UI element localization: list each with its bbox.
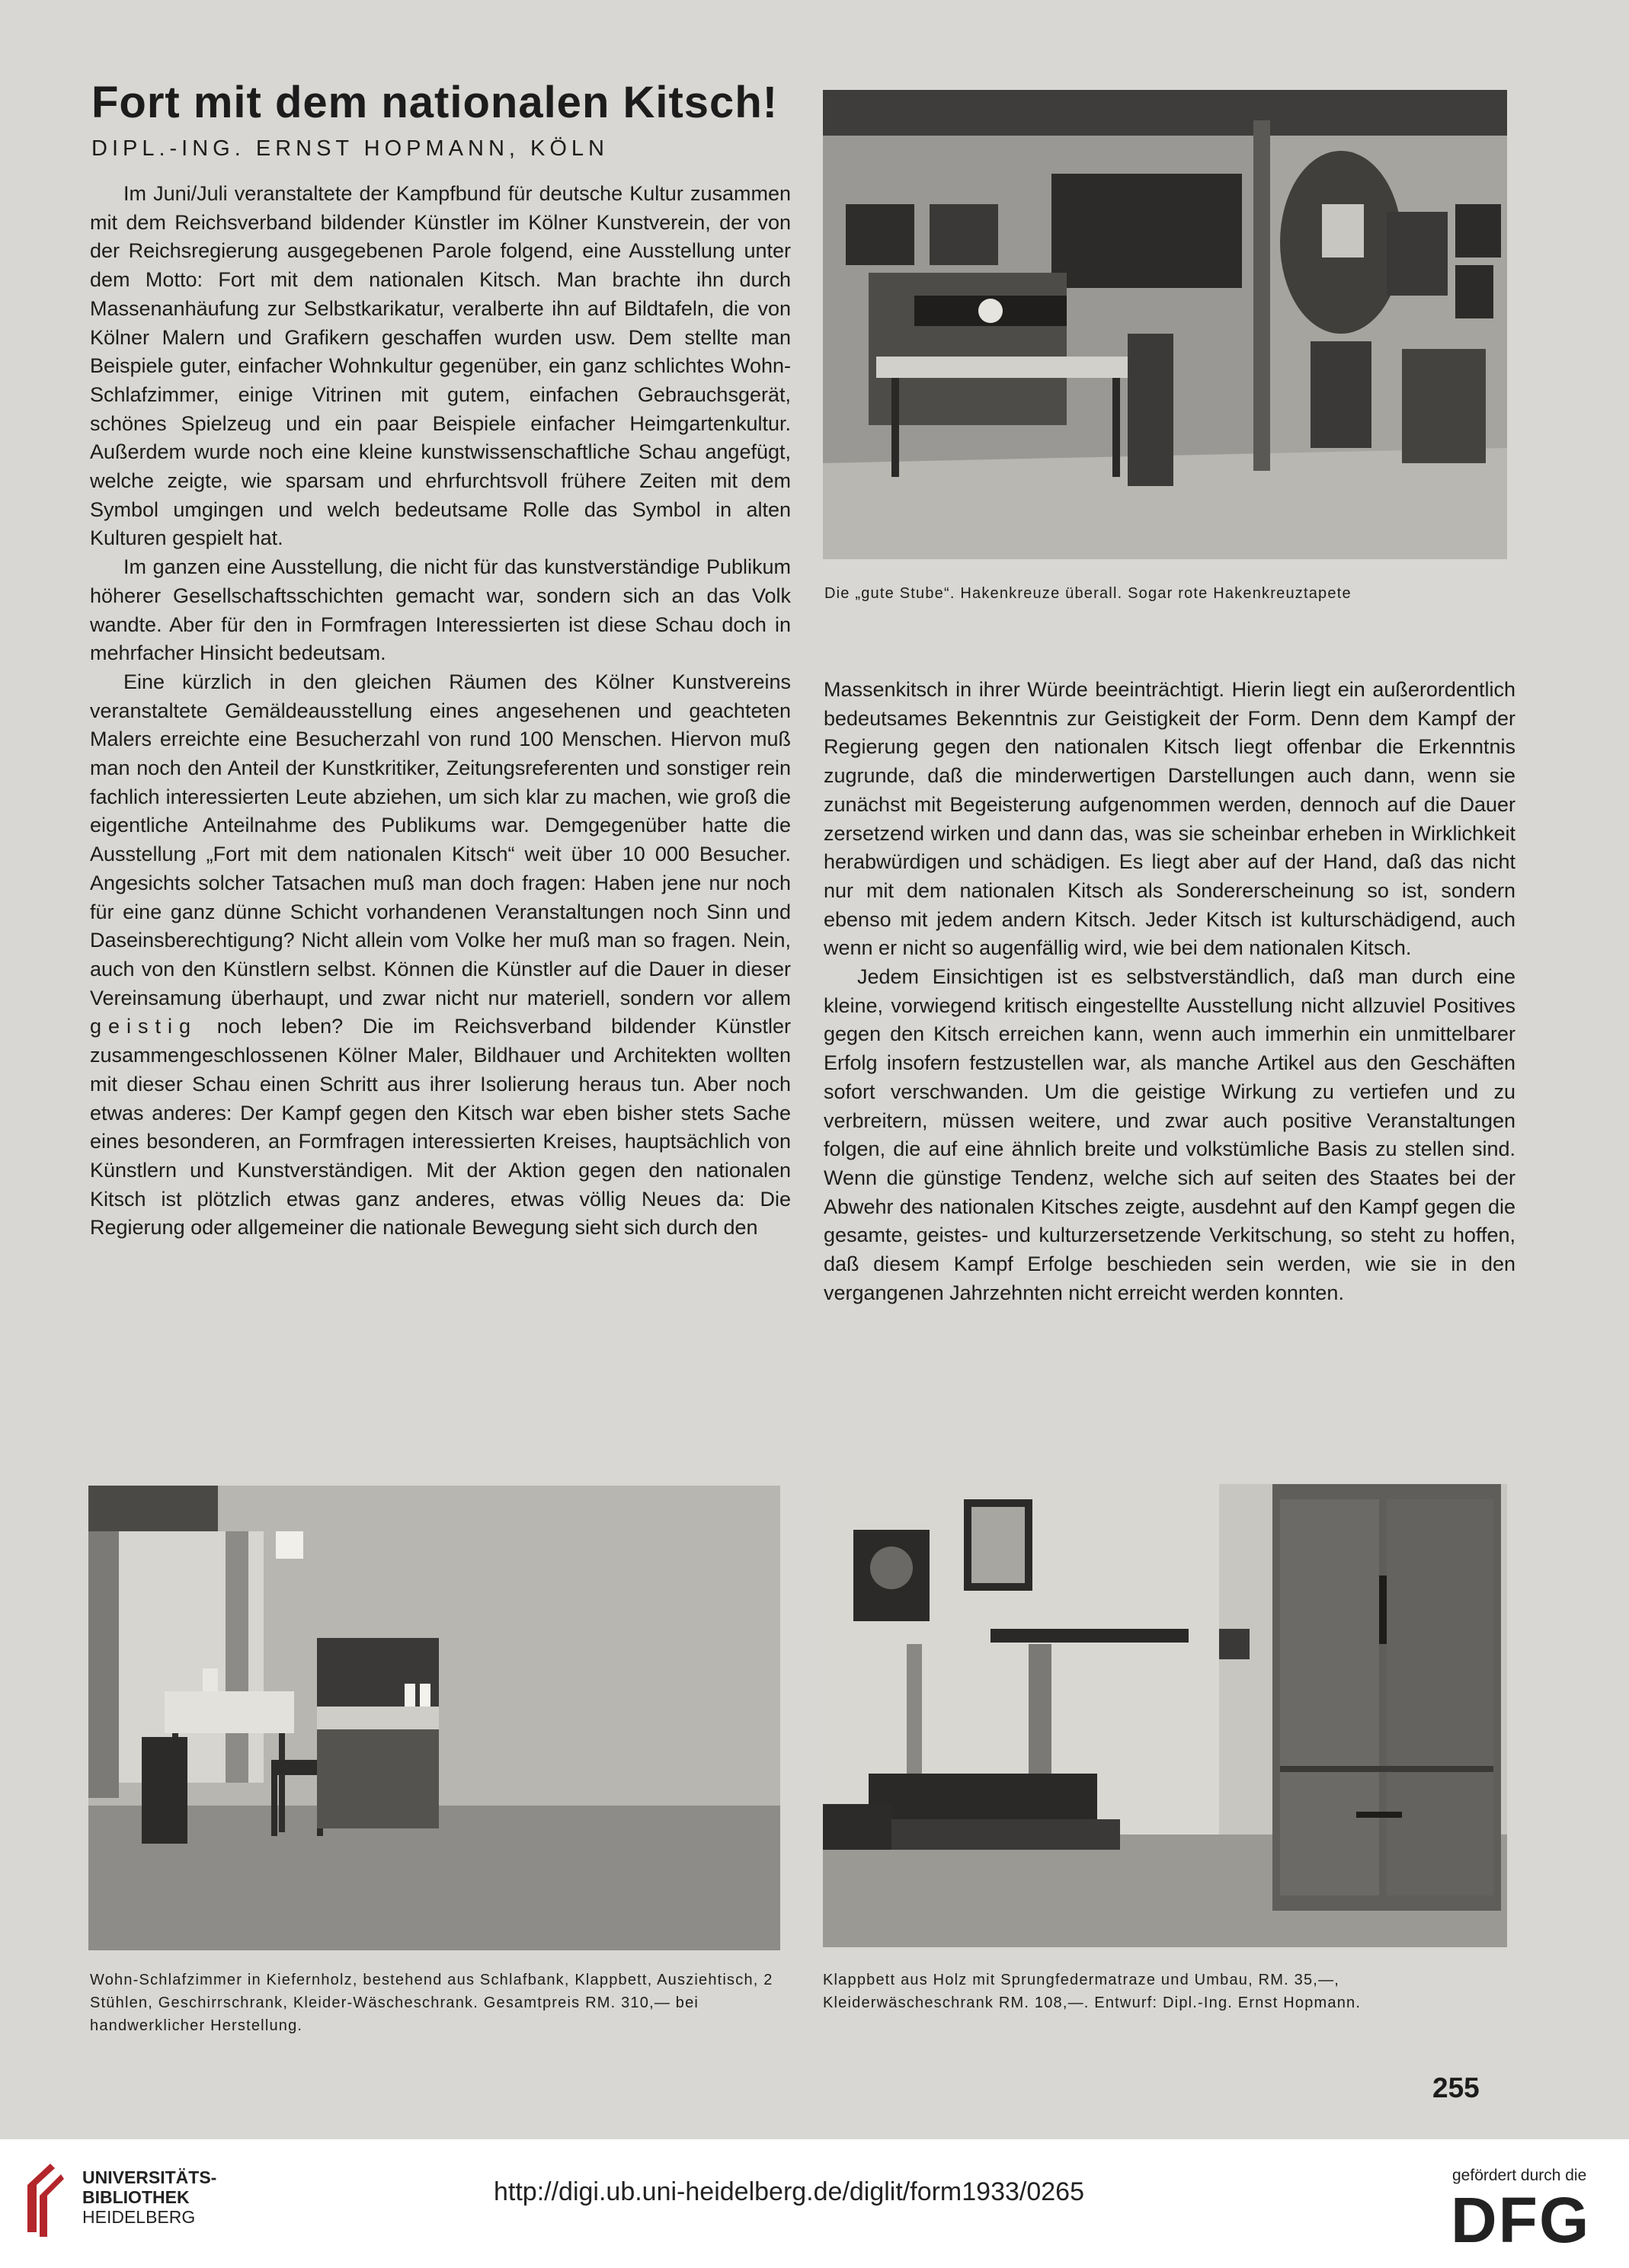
paragraph xyxy=(90,668,791,1243)
dfg-logo: DFG xyxy=(1451,2184,1591,2256)
article-title: Fort mit dem nationalen Kitsch! xyxy=(91,78,779,127)
photo-wohn-schlafzimmer-image xyxy=(88,1486,780,1950)
paragraph-text: noch leben? Die im Reichsverband bildender Künstler zusammengeschlossenen Kölner Maler, Bildhauer und Architekten wollten mit dieser Schau einen Schritt aus ihrer Isolierung heraus tun. Aber noch etwas anderes: Der Kampf gegen den Kitsch war eben bisher stets Sache eines besonderen, an Formfragen interessierten Kreises, hauptsächlich von Künstlern und Kunstverständigen. Mit der Aktion gegen den nationalen Kitsch ist plötzlich etwas ganz anderes, etwas völlig Neues da: Die Regierung oder allgemeiner die nationale Bewegung sieht sich durch den xyxy=(90,1015,791,1240)
photo-gute-stube-image xyxy=(823,90,1507,559)
page-number: 255 xyxy=(1432,2072,1480,2103)
photo-klappbett xyxy=(823,1484,1507,1947)
article-author: DIPL.-ING. ERNST HOPMANN, KÖLN xyxy=(91,136,609,161)
photo-klappbett-image xyxy=(823,1484,1507,1947)
photo-gute-stube xyxy=(823,90,1507,559)
photo-wohn-schlafzimmer xyxy=(88,1486,780,1950)
university-library-logo-icon xyxy=(17,2162,66,2238)
library-name-line: BIBLIOTHEK xyxy=(82,2187,190,2207)
library-name-line: UNIVERSITÄTS- xyxy=(82,2167,217,2187)
paragraph: Im Juni/Juli veranstaltete der Kampfbund für deutsche Kultur zusammen mit dem Reichsverband bildender Künstler im Kölner Kunstverein, der von der Reichsregierung ausgegebenen Parole folgend, eine Ausstellung unter dem Motto: Fort mit dem nationalen Kitsch. Man brachte ihn durch Massenanhäufung zur Selbstkarikatur, veralberte ihn auf Bildtafeln, die von Kölner Malern und Grafikern geschaffen wurden usw. Dem stellte man Beispiele guter, einfacher Wohnkultur gegenüber, ein ganz schlichtes Wohn-Schlafzimmer, einige Vitrinen mit gutem, einfachen Gebrauchsgerät, schönes Spielzeug und ein paar Beispiele einfacher Heimgartenkultur. Außerdem wurde noch eine kleine kunstwissenschaftliche Schau angefügt, welche zeigte, wie sparsam und ehrfurchtsvoll frühere Zeiten mit dem Symbol umgingen und welch bedeutsame Rolle das Symbol in alten Kulturen gespielt hat. xyxy=(90,182,791,550)
caption-gute-stube: Die „gute Stube“. Hakenkreuze überall. Sogar rote Hakenkreuztapete xyxy=(824,585,1352,602)
library-name-line: HEIDELBERG xyxy=(82,2207,196,2227)
caption-klappbett: Klappbett aus Holz mit Sprungfedermatraze und Umbau, RM. 35,—, Kleiderwäscheschrank RM. 108,—. Entwurf: Dipl.-Ing. Ernst Hopmann. xyxy=(823,1972,1362,2011)
paragraph: Jedem Einsichtigen ist es selbstverständlich, daß man durch eine kleine, vorwiegend kritisch eingestellte Ausstellung nicht allzuviel Positives gegen den Kitsch erreichen kann, wenn auch immerhin ein unmittelbarer Erfolg insofern festzustellen war, als manche Artikel aus den Geschäften sofort verschwanden. Um die geistige Wirkung zu vertiefen und zu verbreitern, müssen weitere, und zwar auch positive Veranstaltungen folgen, die auf eine ähnlich breite und volkstümliche Basis zu stellen sind. Wenn die günstige Tendenz, welche sich auf seiten des Staates bei der Abwehr des nationalen Kitsches zeigte, ausdehnt auf den Kampf gegen die gesamte, geistes- und kulturzersetzende Verkitschung, so steht zu hoffen, daß diesem Kampf Erfolge beschieden sein werden, wie sie in den vergangenen Jahrzehnten nicht erreicht werden konnten. xyxy=(824,965,1515,1304)
right-text-column xyxy=(824,676,1515,1307)
paragraph-text: Eine kürzlich in den gleichen Räumen des Kölner Kunstvereins veranstaltete Gemäldeausstellung eines angesehenen und geachteten Malers erreichte eine Besucherzahl von rund 100 Menschen. Hiervon muß man noch den Anteil der Kunstkritiker, Zeitungsreferenten und sonstiger rein fachlich interessierten Leute abziehen, um sich klar zu machen, wie groß die eigentliche Anteilnahme des Publikums war. Demgegenüber hatte die Ausstellung „Fort mit dem nationalen Kitsch“ weit über 10 000 Besucher. Angesichts solcher Tatsachen muß man doch fragen: Haben jene nur noch für eine ganz dünne Schicht vorhandenen Veranstaltungen noch Sinn und Daseinsberechtigung? Nicht allein vom Volke her muß man so fragen. Nein, auch von den Künstlern selbst. Können die Künstler auf die Dauer in dieser Vereinsamung überhaupt, und zwar nicht nur materiell, sondern vor allem xyxy=(90,670,791,1009)
left-text-column xyxy=(90,180,791,1243)
source-url-link[interactable]: http://digi.ub.uni-heidelberg.de/diglit/form1933/0265 xyxy=(494,2177,1084,2206)
paragraph: Massenkitsch in ihrer Würde beeinträchtigt. Hierin liegt ein außerordentlich bedeutsames Bekenntnis zur Geistigkeit der Form. Denn dem Kampf der Regierung gegen den nationalen Kitsch liegt offenbar die Erkenntnis zugrunde, daß die minderwertigen Darstellungen auch dann, wenn sie zunächst mit Begeisterung aufgenommen werden, dennoch auf die Dauer zersetzend wirken und dann das, was sie scheinbar erheben in Wirklichkeit herabwürdigen und schädigen. Es liegt aber auf der Hand, daß das nicht nur mit dem nationalen Kitsch als Sondererscheinung so ist, sondern ebenso mit jedem andern Kitsch. Jeder Kitsch ist kulturschädigend, auch wenn er nicht so augenfällig wird, wie bei dem nationalen Kitsch. xyxy=(824,678,1515,960)
paragraph: Im ganzen eine Ausstellung, die nicht für das kunstverständige Publikum höherer Gesellschaftsschichten gemacht war, sondern sich an das Volk wandte. Aber für den in Formfragen Interessierten ist diese Schau doch in mehrfacher Hinsicht bedeutsam. xyxy=(90,555,791,665)
library-name xyxy=(82,2167,216,2227)
caption-wohn-schlafzimmer: Wohn-Schlafzimmer in Kiefernholz, bestehend aus Schlafbank, Klappbett, Ausziehtisch, 2 Stühlen, Geschirrschrank, Kleider-Wäscheschrank. Gesamtpreis RM. 310,— bei handwerklicher Herstellung. xyxy=(90,1972,773,2034)
sponsor-note: gefördert durch die xyxy=(1452,2167,1587,2184)
emphasized-word: geistig xyxy=(90,1015,198,1038)
